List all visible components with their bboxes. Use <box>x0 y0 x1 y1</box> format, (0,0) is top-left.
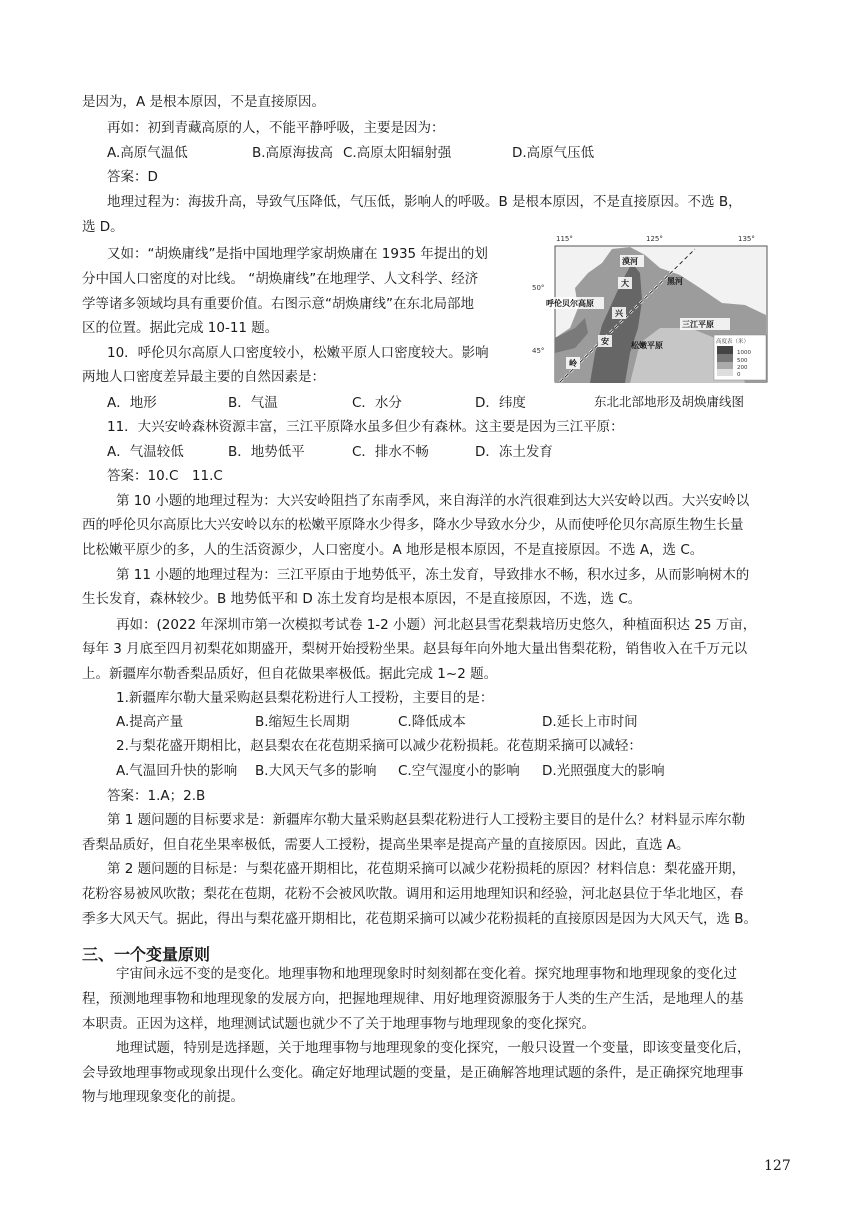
legend-value: 200 <box>737 365 748 371</box>
map-caption: 东北北部地形及胡焕庸线图 <box>594 394 745 409</box>
text-line: 季多大风天气。据此，得出与梨花盛开期相比，花苞期采摘可以减少花粉损耗的直接原因是因为大风天气，选 B。 <box>82 911 758 927</box>
text-line: 区的位置。据此完成 10-11 题。 <box>82 320 279 336</box>
region-label: 三江平原 <box>682 320 714 329</box>
text-line: 分中国人口密度的对比线。 “胡焕庸线”在地理学、人文科学、经济 <box>82 271 479 287</box>
region-label: 岭 <box>569 359 577 368</box>
region-label: 安 <box>601 337 609 346</box>
text-line: 会导致地理事物或现象出现什么变化。确定好地理试题的变量，是正确解答地理试题的条件，是正确探究地理事 <box>82 1065 744 1081</box>
lat-label: 50° <box>532 284 545 292</box>
text-line: 地理试题，特别是选择题，关于地理事物与地理现象的变化探究，一般只设置一个变量，即该变量变化后， <box>116 1040 751 1056</box>
terrain-map <box>530 233 770 384</box>
text-line: 第 1 题问题的目标要求是：新疆库尔勒大量采购赵县梨花粉进行人工授粉主要目的是什么？材料显示库尔勒 <box>107 812 746 828</box>
option-d: D.延长上市时间 <box>542 714 638 730</box>
text-line: 第 2 题问题的目标是：与梨花盛开期相比，花苞期采摘可以减少花粉损耗的原因？材料信息：梨花盛开期， <box>107 861 746 877</box>
region-label: 呼伦贝尔高原 <box>546 299 594 308</box>
option-c: C．排水不畅 <box>352 444 429 460</box>
lon-label: 125° <box>646 235 663 243</box>
region-label: 兴 <box>615 309 623 318</box>
lon-label: 135° <box>738 235 755 243</box>
option-a: A．气温较低 <box>107 444 184 460</box>
option-b: B．气温 <box>228 395 278 411</box>
map-legend <box>714 335 766 380</box>
option-c: C.降低成本 <box>398 714 466 730</box>
legend-value: 500 <box>737 358 748 364</box>
question-11: 11．大兴安岭森林资源丰富，三江平原降水虽多但少有森林。这主要是因为三江平原： <box>107 419 624 435</box>
region-label: 黑河 <box>667 277 683 286</box>
text-line: 物与地理现象变化的前提。 <box>82 1089 244 1105</box>
option-c: C.空气湿度小的影响 <box>398 763 520 779</box>
text-line: 程，预测地理事物和地理现象的发展方向，把握地理规律、用好地理资源服务于人类的生产生活，是地理人的基 <box>82 991 744 1007</box>
text-line: 再如：(2022 年深圳市第一次模拟考试卷 1-2 小题）河北赵县雪花梨栽培历史悠久，种植面积达 25 万亩， <box>116 617 757 633</box>
question-2: 2.与梨花盛开期相比，赵县梨农在花苞期采摘可以减少花粉损耗。花苞期采摘可以减轻： <box>116 738 642 754</box>
legend-title: 高度表（米） <box>716 339 750 345</box>
option-a: A.气温回升快的影响 <box>116 763 238 779</box>
text-line: 是因为，A 是根本原因，不是直接原因。 <box>82 94 326 110</box>
region-label: 大 <box>621 279 629 288</box>
lat-label: 45° <box>532 347 545 355</box>
text-line: 香梨品质好，但自花坐果率极低，需要人工授粉，提高坐果率是提高产量的直接原因。因此，直选 A。 <box>82 837 690 853</box>
lon-label: 115° <box>556 235 573 243</box>
question-1: 1.新疆库尔勒大量采购赵县梨花粉进行人工授粉，主要目的是： <box>116 690 494 706</box>
option-d: D．冻土发育 <box>475 444 553 460</box>
option-a: A.提高产量 <box>116 714 184 730</box>
option-b: B.高原海拔高 <box>252 145 334 161</box>
option-a: A.高原气温低 <box>107 145 188 161</box>
option-c: C.高原太阳辐射强 <box>343 145 452 161</box>
option-b: B．地势低平 <box>228 444 305 460</box>
answer-line: 答案：D <box>107 169 158 185</box>
text-line: 宇宙间永远不变的是变化。地理事物和地理现象时时刻刻都在变化着。探究地理事物和地理现象的变化过 <box>116 966 737 982</box>
region-label: 松嫩平原 <box>631 341 663 350</box>
option-d: D.光照强度大的影响 <box>542 763 665 779</box>
legend-value: 1000 <box>737 350 751 356</box>
text-line: 西的呼伦贝尔高原比大兴安岭以东的松嫩平原降水少得多，降水少导致水分少，从而使呼伦贝尔高原生物生长量 <box>82 517 744 533</box>
region-label: 漠河 <box>622 257 638 266</box>
option-d: D．纬度 <box>475 395 526 411</box>
text-line: 比松嫩平原少的多，人的生活资源少，人口密度小。A 地形是根本原因，不是直接原因。不选 A，选 C。 <box>82 542 704 558</box>
text-line: 上。新疆库尔勒香梨品质好，但自花做果率极低。据此完成 1~2 题。 <box>82 666 498 682</box>
option-b: B.大风天气多的影响 <box>255 763 377 779</box>
text-line: 花粉容易被风吹散；梨花在苞期，花粉不会被风吹散。调用和运用地理知识和经验，河北赵县位于华北地区，春 <box>82 886 744 902</box>
text-line: 地理过程为：海拔升高，导致气压降低，气压低，影响人的呼吸。B 是根本原因，不是直接原因。不选 B， <box>107 194 742 210</box>
answer-line: 答案：1.A；2.B <box>107 788 206 804</box>
text-line: 选 D。 <box>82 219 124 235</box>
text-line: 生长发育，森林较少。B 地势低平和 D 冻土发育均是根本原因，不是直接原因，不选，选 C。 <box>82 591 642 607</box>
text-line: 第 11 小题的地理过程为：三江平原由于地势低平，冻土发育，导致排水不畅，积水过多，从而影响树木的 <box>116 567 750 583</box>
text-line: 第 10 小题的地理过程为：大兴安岭阻挡了东南季风，来自海洋的水汽很难到达大兴安岭以西。大兴安岭以 <box>116 493 750 509</box>
section-heading: 三、一个变量原则 <box>82 945 211 964</box>
page-number: 127 <box>764 1158 791 1174</box>
option-a: A．地形 <box>107 395 157 411</box>
text-line: 每年 3 月底至四月初梨花如期盛开，梨树开始授粉坐果。赵县每年向外地大量出售梨花粉，销售收入在千万元以 <box>82 641 748 657</box>
question-10: 10．呼伦贝尔高原人口密度较小，松嫩平原人口密度较大。影响 <box>107 345 489 361</box>
text-line: 又如：“胡焕庸线”是指中国地理学家胡焕庸在 1935 年提出的划 <box>107 246 488 262</box>
text-line: 学等诸多领域均具有重要价值。右图示意“胡焕庸线”在东北局部地 <box>82 296 474 312</box>
text-line: 两地人口密度差异最主要的自然因素是： <box>82 369 325 385</box>
option-d: D.高原气压低 <box>512 145 595 161</box>
answer-line: 答案：10.C 11.C <box>107 468 223 484</box>
text-line: 再如：初到青藏高原的人，不能平静呼吸，主要是因为： <box>107 120 445 136</box>
option-c: C．水分 <box>352 395 402 411</box>
option-b: B.缩短生长周期 <box>255 714 350 730</box>
legend-value: 0 <box>737 372 741 378</box>
text-line: 本职责。正因为这样，地理测试试题也就少不了关于地理事物与地理现象的变化探究。 <box>82 1016 595 1032</box>
